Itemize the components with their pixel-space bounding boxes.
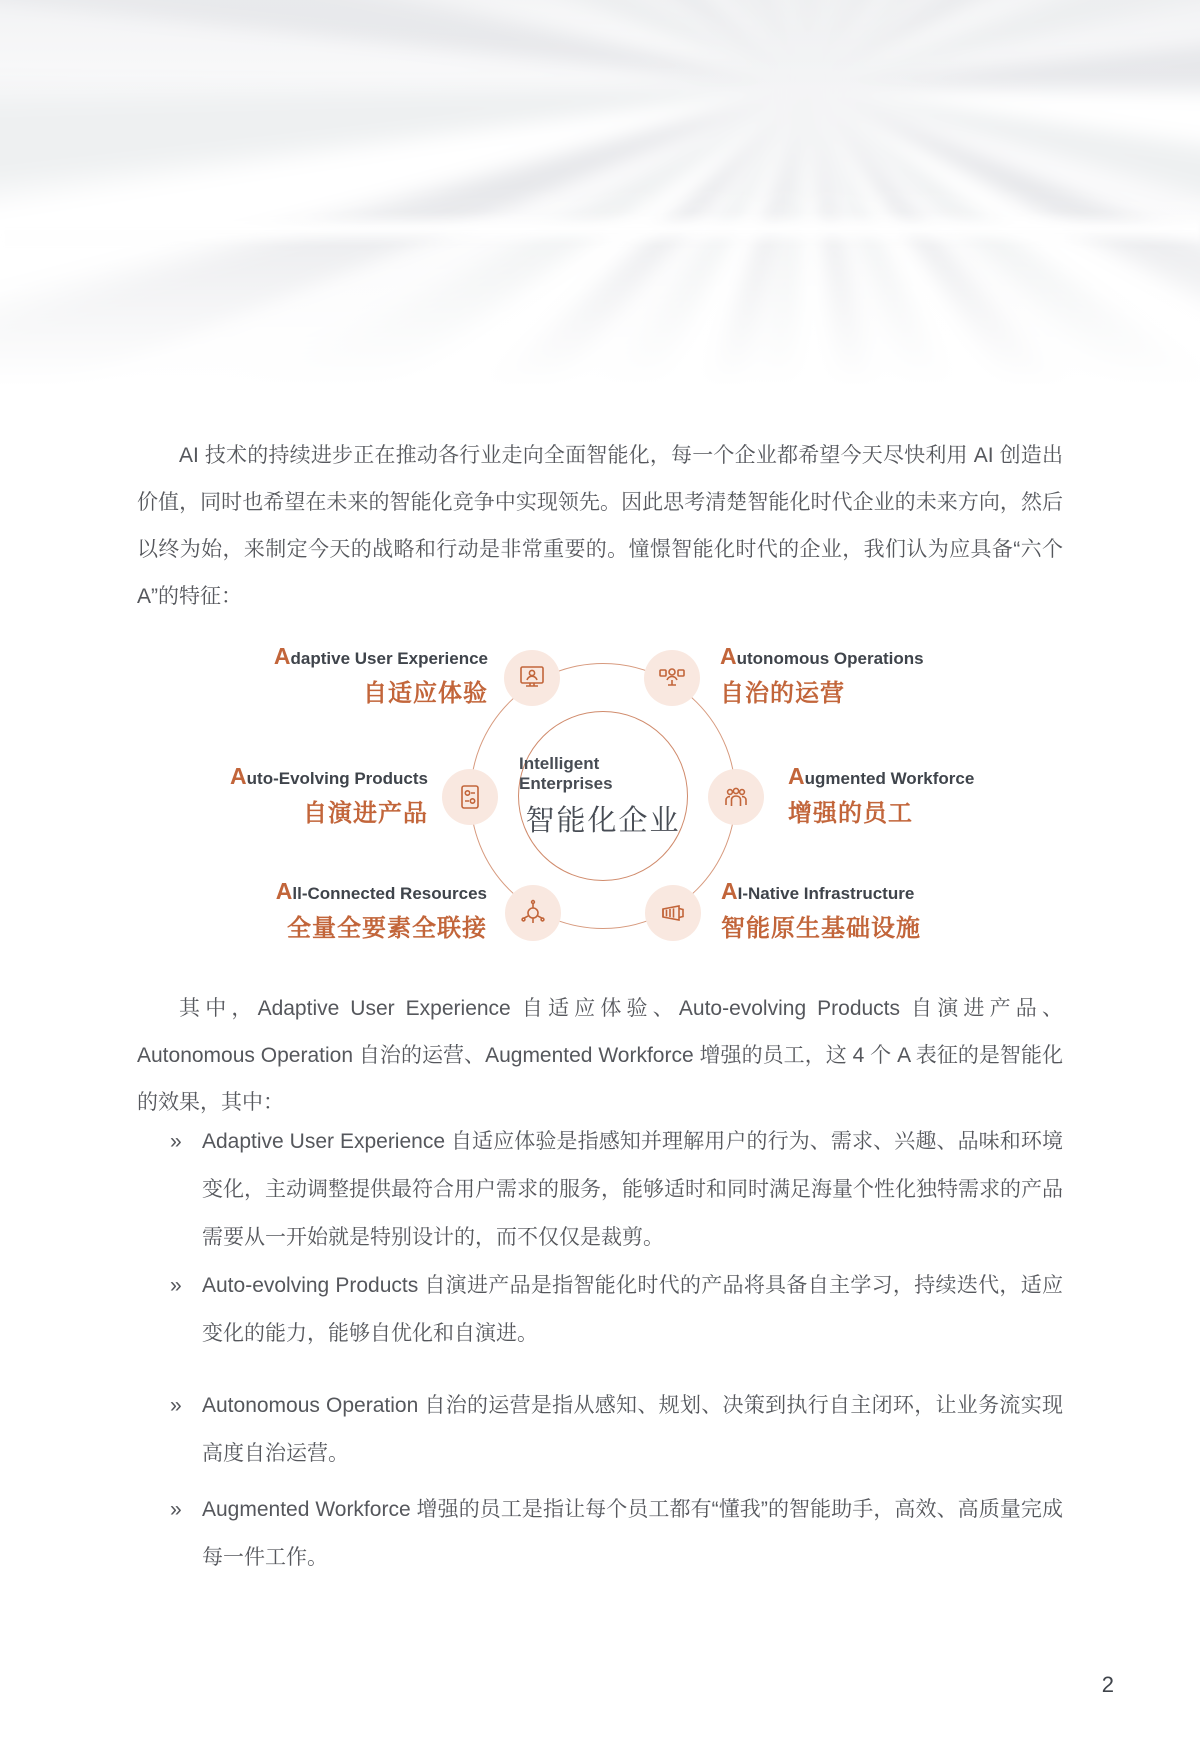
label-ai-native-infrastructure xyxy=(721,878,921,943)
burst-fade-overlay xyxy=(0,0,1200,440)
bullet-marker: » xyxy=(170,1130,182,1153)
bullet-marker: » xyxy=(170,1498,182,1521)
label-en: Auto-Evolving Products xyxy=(230,763,428,789)
bullet-marker: » xyxy=(170,1394,182,1417)
label-augmented-workforce xyxy=(788,763,974,828)
bullet-text: Augmented Workforce 增强的员工是指让每个员工都有“懂我”的智能助手，高效、高质量完成每一件工作。 xyxy=(202,1498,1063,1569)
label-en: AI-Native Infrastructure xyxy=(721,878,915,904)
augmented-workforce-icon xyxy=(720,781,752,813)
center-node-en-label: Intelligent Enterprises xyxy=(519,753,613,793)
label-zh: 全量全要素全联接 xyxy=(287,915,487,942)
page-number: 2 xyxy=(1101,1672,1114,1697)
label-autonomous-operations xyxy=(720,643,924,708)
intro-paragraph: AI 技术的持续进步正在推动各行业走向全面智能化，每一个企业都希望今天尽快利用 AI 创造出价值，同时也希望在未来的智能化竞争中实现领先。因此思考清楚智能化时代企业的未来方向，然后以终为始，来制定今天的战略和行动是非常重要的。憧憬智能化时代的企业，我们认为应具备“六个 A”的特征： xyxy=(137,444,1063,608)
all-connected-resources-icon xyxy=(517,897,549,929)
label-auto-evolving-products xyxy=(230,763,428,828)
label-en: All-Connected Resources xyxy=(275,878,487,904)
label-en: Autonomous Operations xyxy=(720,643,924,669)
bullet-marker: » xyxy=(170,1274,182,1297)
label-zh: 自治的运营 xyxy=(720,680,845,707)
label-en: Adaptive User Experience xyxy=(273,643,488,669)
bullet-autonomous-operation xyxy=(170,1382,1063,1478)
label-zh: 自适应体验 xyxy=(363,680,488,707)
center-node-zh-label: 智能化企业 xyxy=(525,804,681,837)
bullet-augmented-workforce xyxy=(170,1486,1063,1582)
adaptive-user-experience-icon xyxy=(516,662,548,694)
header-burst-graphic xyxy=(0,0,1200,440)
ai-native-infrastructure-icon xyxy=(657,897,689,929)
bullet-adaptive-user-experience xyxy=(170,1118,1063,1262)
node-augmented-workforce xyxy=(708,769,764,825)
bullet-text: Autonomous Operation 自治的运营是指从感知、规划、决策到执行自主闭环，让业务流实现高度自治运营。 xyxy=(202,1394,1063,1465)
autonomous-operations-icon xyxy=(656,662,688,694)
label-all-connected-resources xyxy=(276,878,487,943)
label-adaptive-user-experience xyxy=(274,643,488,708)
label-zh: 增强的员工 xyxy=(788,800,913,827)
label-zh: 自演进产品 xyxy=(303,800,428,827)
node-adaptive-user-experience xyxy=(504,650,560,706)
bullet-text: Auto-evolving Products 自演进产品是指智能化时代的产品将具备自主学习，持续迭代，适应变化的能力，能够自优化和自演进。 xyxy=(202,1274,1063,1345)
node-auto-evolving-products xyxy=(442,769,498,825)
bullet-text: Adaptive User Experience 自适应体验是指感知并理解用户的行为、需求、兴趣、品味和环境变化，主动调整提供最符合用户需求的服务，能够适时和同时满足海量个性化独特需求的产品需要从一开始就是特别设计的，而不仅仅是裁剪。 xyxy=(202,1130,1063,1249)
label-zh: 智能原生基础设施 xyxy=(721,915,921,942)
summary-paragraph: 其中，Adaptive User Experience 自适应体验、Auto-evolving Products 自演进产品、Autonomous Operation 自治的运营、Augmented Workforce 增强的员工，这 4 个 A 表征的是智能化的效果，其中： xyxy=(137,997,1063,1114)
node-ai-native-infrastructure xyxy=(645,885,701,941)
bullet-auto-evolving-products xyxy=(170,1262,1063,1358)
diagram-center-node xyxy=(518,711,688,881)
node-autonomous-operations xyxy=(644,650,700,706)
label-en: Augmented Workforce xyxy=(788,763,975,789)
auto-evolving-products-icon xyxy=(454,781,486,813)
node-all-connected-resources xyxy=(505,885,561,941)
